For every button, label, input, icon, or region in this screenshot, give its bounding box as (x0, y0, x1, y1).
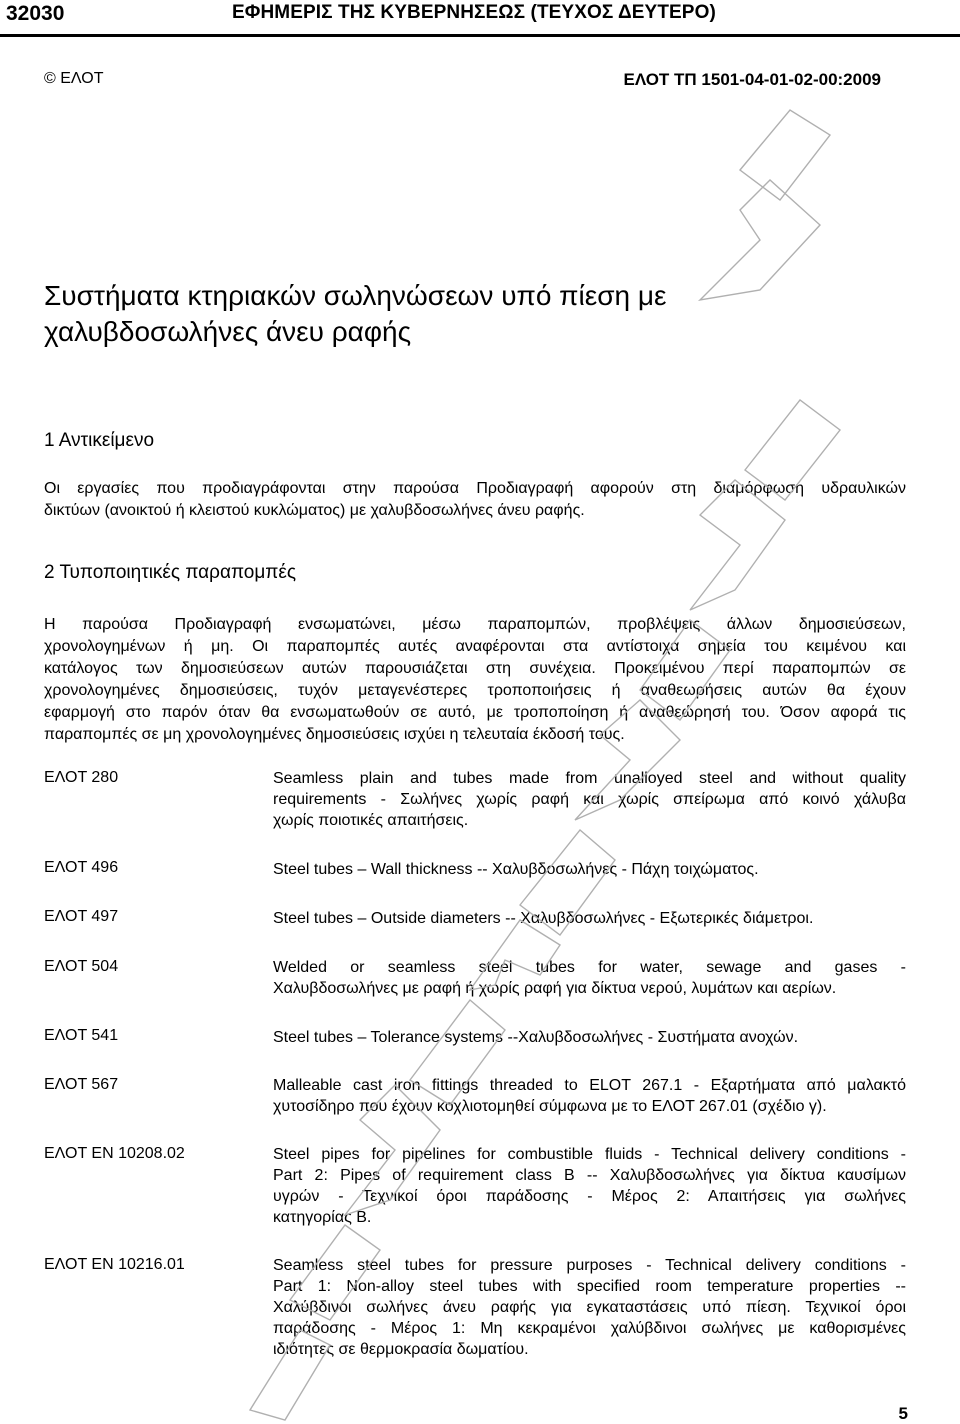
paragraph-line: χρονολογημένων ή μη. Οι παραπομπές αυτές αναφέρονται στα αντίστοιχα σημεία του κειμένου και (44, 638, 906, 655)
reference-line: Steel tubes – Tolerance systems --Χαλυβδοσωλήνες - Συστήματα ανοχών. (273, 1029, 799, 1046)
reference-code: ΕΛΟΤ 496 (44, 859, 119, 876)
reference-description (273, 1144, 906, 1228)
reference-code: ΕΛΟΤ EN 10216.01 (44, 1256, 185, 1273)
reference-line: Part 1: Non-alloy steel tubes with specified room temperature properties -- (273, 1278, 906, 1295)
gazette-title: ΕΦΗΜΕΡΙΣ ΤΗΣ ΚΥΒΕΡΝΗΣΕΩΣ (ΤΕΥΧΟΣ ΔΕΥΤΕΡΟ) (232, 2, 716, 23)
reference-description (273, 1027, 906, 1048)
reference-line: παράδοσης - Μέρος 1: Μη κεκραμένοι χαλύβδινοι σωλήνες με καθορισμένες (273, 1320, 906, 1337)
reference-description (273, 1075, 906, 1117)
reference-line: Welded or seamless steel tubes for water, sewage and gases - (273, 959, 906, 976)
document-title-line: Συστήματα κτηριακών σωληνώσεων υπό πίεση με (44, 280, 667, 311)
reference-description (273, 957, 906, 999)
reference-line: Χαλυβδοσωλήνες με ραφή ή χωρίς ραφή για δίκτυα νερού, λυμάτων και αερίων. (273, 980, 837, 997)
reference-description (273, 1255, 906, 1360)
copyright-mark: © ΕΛΟΤ (44, 70, 104, 87)
reference-code: ΕΛΟΤ 541 (44, 1027, 119, 1044)
gazette-header (0, 0, 960, 37)
paragraph-line: παραπομπές σε μη χρονολογημένες δημοσιεύσεις ισχύει η τελευταία έκδοσή τους. (44, 726, 625, 743)
paragraph-line: εφαρμογή στο παρόν όταν θα ενσωματωθούν σε αυτό, με τροποποίηση ή αναθεώρησή του. Όσον αφορά τις (44, 704, 906, 721)
paragraph-line: Οι εργασίες που προδιαγράφονται στην παρούσα Προδιαγραφή αφορούν στη διαμόρφωση υδραυλικών (44, 480, 906, 497)
paragraph-line: Η παρούσα Προδιαγραφή ενσωματώνει, μέσω παραπομπών, προβλέψεις άλλων δημοσιεύσεων, (44, 616, 906, 633)
reference-description (273, 768, 906, 831)
standard-code: ΕΛΟΤ ΤΠ 1501-04-01-02-00:2009 (623, 70, 881, 89)
section-1-heading: 1 Αντικείμενο (44, 430, 155, 451)
section-1-paragraph (44, 478, 906, 522)
reference-code: ΕΛΟΤ 567 (44, 1076, 119, 1093)
reference-description (273, 859, 906, 880)
paragraph-line: κατάλογος των δημοσιεύσεων αυτών παρουσιάζεται στη συνέχεια. Προκειμένου περί παραπομπών σε (44, 660, 906, 677)
reference-line: Steel tubes – Wall thickness -- Χαλυβδοσωλήνες - Πάχη τοιχώματος. (273, 861, 759, 878)
reference-line: Seamless steel tubes for pressure purposes - Technical delivery conditions - (273, 1257, 906, 1274)
reference-line: υγρών - Τεχνικοί όροι παράδοσης - Μέρος 2: Απαιτήσεις για σωλήνες (273, 1188, 906, 1205)
reference-code: ΕΛΟΤ 497 (44, 908, 119, 925)
reference-code: ΕΛΟΤ 504 (44, 958, 119, 975)
reference-line: χωρίς ποιοτικές απαιτήσεις. (273, 812, 469, 829)
reference-description (273, 908, 906, 929)
reference-line: ιδιότητες σε θερμοκρασία δωματίου. (273, 1341, 529, 1358)
reference-line: χυτοσίδηρο που έχουν κοχλιοτομηθεί σύμφωνα με το ΕΛΟΤ 267.01 (σχέδιο γ). (273, 1098, 827, 1115)
reference-code: ΕΛΟΤ 280 (44, 769, 119, 786)
reference-code: ΕΛΟΤ EN 10208.02 (44, 1145, 185, 1162)
reference-line: Malleable cast iron fittings threaded to ELOT 267.1 - Εξαρτήματα από μαλακτό (273, 1077, 906, 1094)
document-title (44, 278, 666, 350)
section-2-paragraph (44, 614, 906, 746)
paragraph-line: δικτύων (ανοικτού ή κλειστού κυκλώματος) με χαλυβδοσωλήνες άνευ ραφής. (44, 502, 585, 519)
reference-line: Part 2: Pipes of requirement class B -- Χαλυβδοσωλήνες για δίκτυα καυσίμων (273, 1167, 906, 1184)
paragraph-line: χρονολογημένες δημοσιεύσεις, τυχόν μεταγενέστερες τροποποιήσεις ή αναθεωρήσεις αυτών θα έχουν (44, 682, 906, 699)
page-number: 5 (898, 1404, 908, 1423)
reference-line: Steel pipes for pipelines for combustible fluids - Technical delivery conditions - (273, 1146, 906, 1163)
reference-line: Seamless plain and tubes made from unalloyed steel and without quality (273, 770, 906, 787)
gazette-page-number: 32030 (6, 2, 65, 25)
document-title-line: χαλυβδοσωλήνες άνευ ραφής (44, 316, 412, 347)
reference-line: Χαλύβδινοι σωλήνες άνευ ραφής για εγκαταστάσεις υπό πίεση. Τεχνικοί όροι (273, 1299, 906, 1316)
reference-line: requirements - Σωλήνες χωρίς ραφή και χωρίς σπείρωμα από κοινό χάλυβα (273, 791, 906, 808)
section-2-heading: 2 Τυποποιητικές παραπομπές (44, 562, 297, 583)
reference-line: κατηγορίας Β. (273, 1209, 372, 1226)
reference-line: Steel tubes – Outside diameters -- Χαλυβδοσωλήνες - Εξωτερικές διάμετροι. (273, 910, 814, 927)
